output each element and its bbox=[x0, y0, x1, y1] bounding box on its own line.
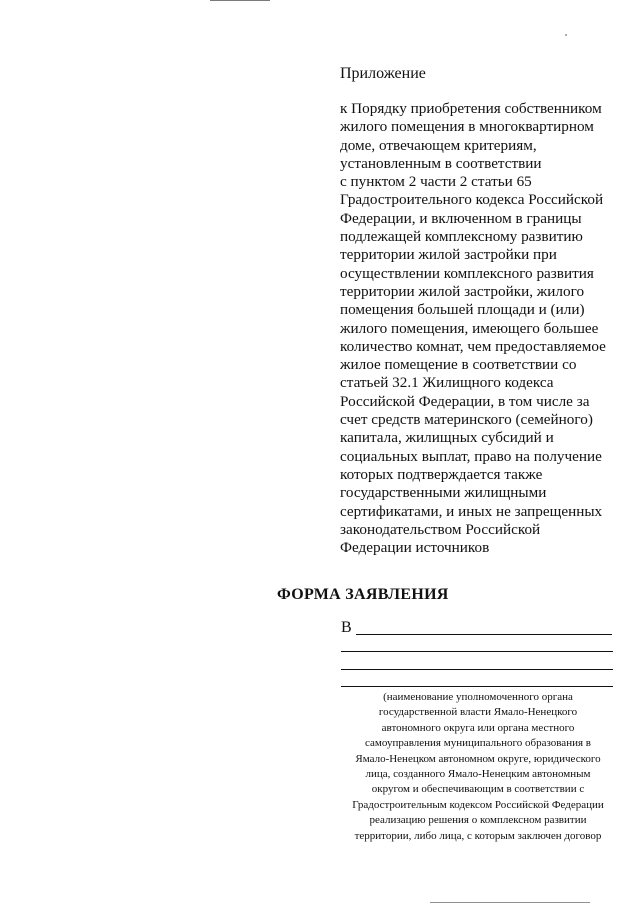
caption-line: государственной власти Ямало-Ненецкого bbox=[378, 706, 578, 719]
scan-artifact-dot bbox=[565, 34, 567, 36]
caption-line: (наименование уполномоченного органа bbox=[383, 691, 573, 703]
appendix-line: жилого помещения в многоквартирном bbox=[340, 118, 594, 136]
recipient-line-3 bbox=[341, 669, 613, 670]
recipient-line-2 bbox=[341, 651, 613, 652]
scan-artifact-top bbox=[210, 0, 270, 1]
appendix-line: к Порядку приобретения собственником bbox=[340, 100, 602, 117]
appendix-line: территории жилой застройки при bbox=[340, 246, 557, 264]
caption-line: округом и обеспечивающим в соответствии с bbox=[371, 783, 585, 796]
caption-line: автономного округа или органа местного bbox=[381, 721, 575, 734]
scan-artifact-bottom bbox=[430, 902, 590, 903]
appendix-line: с пунктом 2 части 2 статьи 65 bbox=[340, 173, 532, 191]
appendix-line: которых подтверждается также bbox=[340, 465, 543, 483]
recipient-caption bbox=[336, 690, 620, 844]
appendix-line: жилое помещение в соответствии со bbox=[340, 356, 577, 374]
appendix-line: Российской Федерации, в том числе за bbox=[340, 392, 590, 410]
appendix-line: подлежащей комплексному развитию bbox=[340, 228, 583, 246]
appendix-line: доме, отвечающем критериям, bbox=[340, 136, 537, 154]
caption-line: Ямало-Ненецком автономном округе, юридического bbox=[355, 752, 601, 765]
appendix-line: счет средств материнского (семейного) bbox=[340, 411, 593, 429]
caption-line: лица, созданного Ямало-Ненецким автономным bbox=[365, 768, 591, 781]
appendix-line: социальных выплат, право на получение bbox=[340, 447, 602, 465]
form-title: ФОРМА ЗАЯВЛЕНИЯ bbox=[277, 586, 449, 603]
appendix-line: Федерации источников bbox=[340, 539, 490, 557]
appendix-text bbox=[340, 100, 622, 557]
appendix-line: законодательством Российской bbox=[340, 520, 541, 538]
appendix-line: количество комнат, чем предоставляемое bbox=[340, 337, 606, 355]
appendix-line: Градостроительного кодекса Российской bbox=[340, 191, 604, 209]
recipient-line-4 bbox=[341, 686, 613, 687]
appendix-line: Федерации, и включенном в границы bbox=[340, 209, 582, 227]
appendix-line: жилого помещения, имеющего большее bbox=[340, 319, 599, 337]
appendix-line: осуществлении комплексного развития bbox=[340, 264, 594, 282]
appendix-line: сертификатами, и иных не запрещенных bbox=[340, 502, 603, 520]
appendix-line: капитала, жилищных субсидий и bbox=[340, 429, 554, 447]
caption-line: самоуправления муниципального образования в bbox=[365, 737, 591, 750]
appendix-line: статьей 32.1 Жилищного кодекса bbox=[340, 374, 554, 392]
appendix-line: территории жилой застройки, жилого bbox=[340, 282, 585, 300]
appendix-line: помещения большей площади и (или) bbox=[340, 301, 585, 319]
appendix-line: установленным в соответствии bbox=[340, 154, 542, 172]
recipient-line-1 bbox=[356, 634, 612, 635]
caption-line: Градостроительным кодексом Российской Федерации bbox=[352, 798, 604, 811]
recipient-label: В bbox=[341, 619, 352, 636]
appendix-line: государственными жилищными bbox=[340, 484, 547, 502]
appendix-title: Приложение bbox=[340, 65, 426, 82]
caption-line: реализацию решения о комплексном развитии bbox=[369, 814, 587, 827]
caption-line: территории, либо лица, с которым заключен договор bbox=[354, 829, 602, 842]
